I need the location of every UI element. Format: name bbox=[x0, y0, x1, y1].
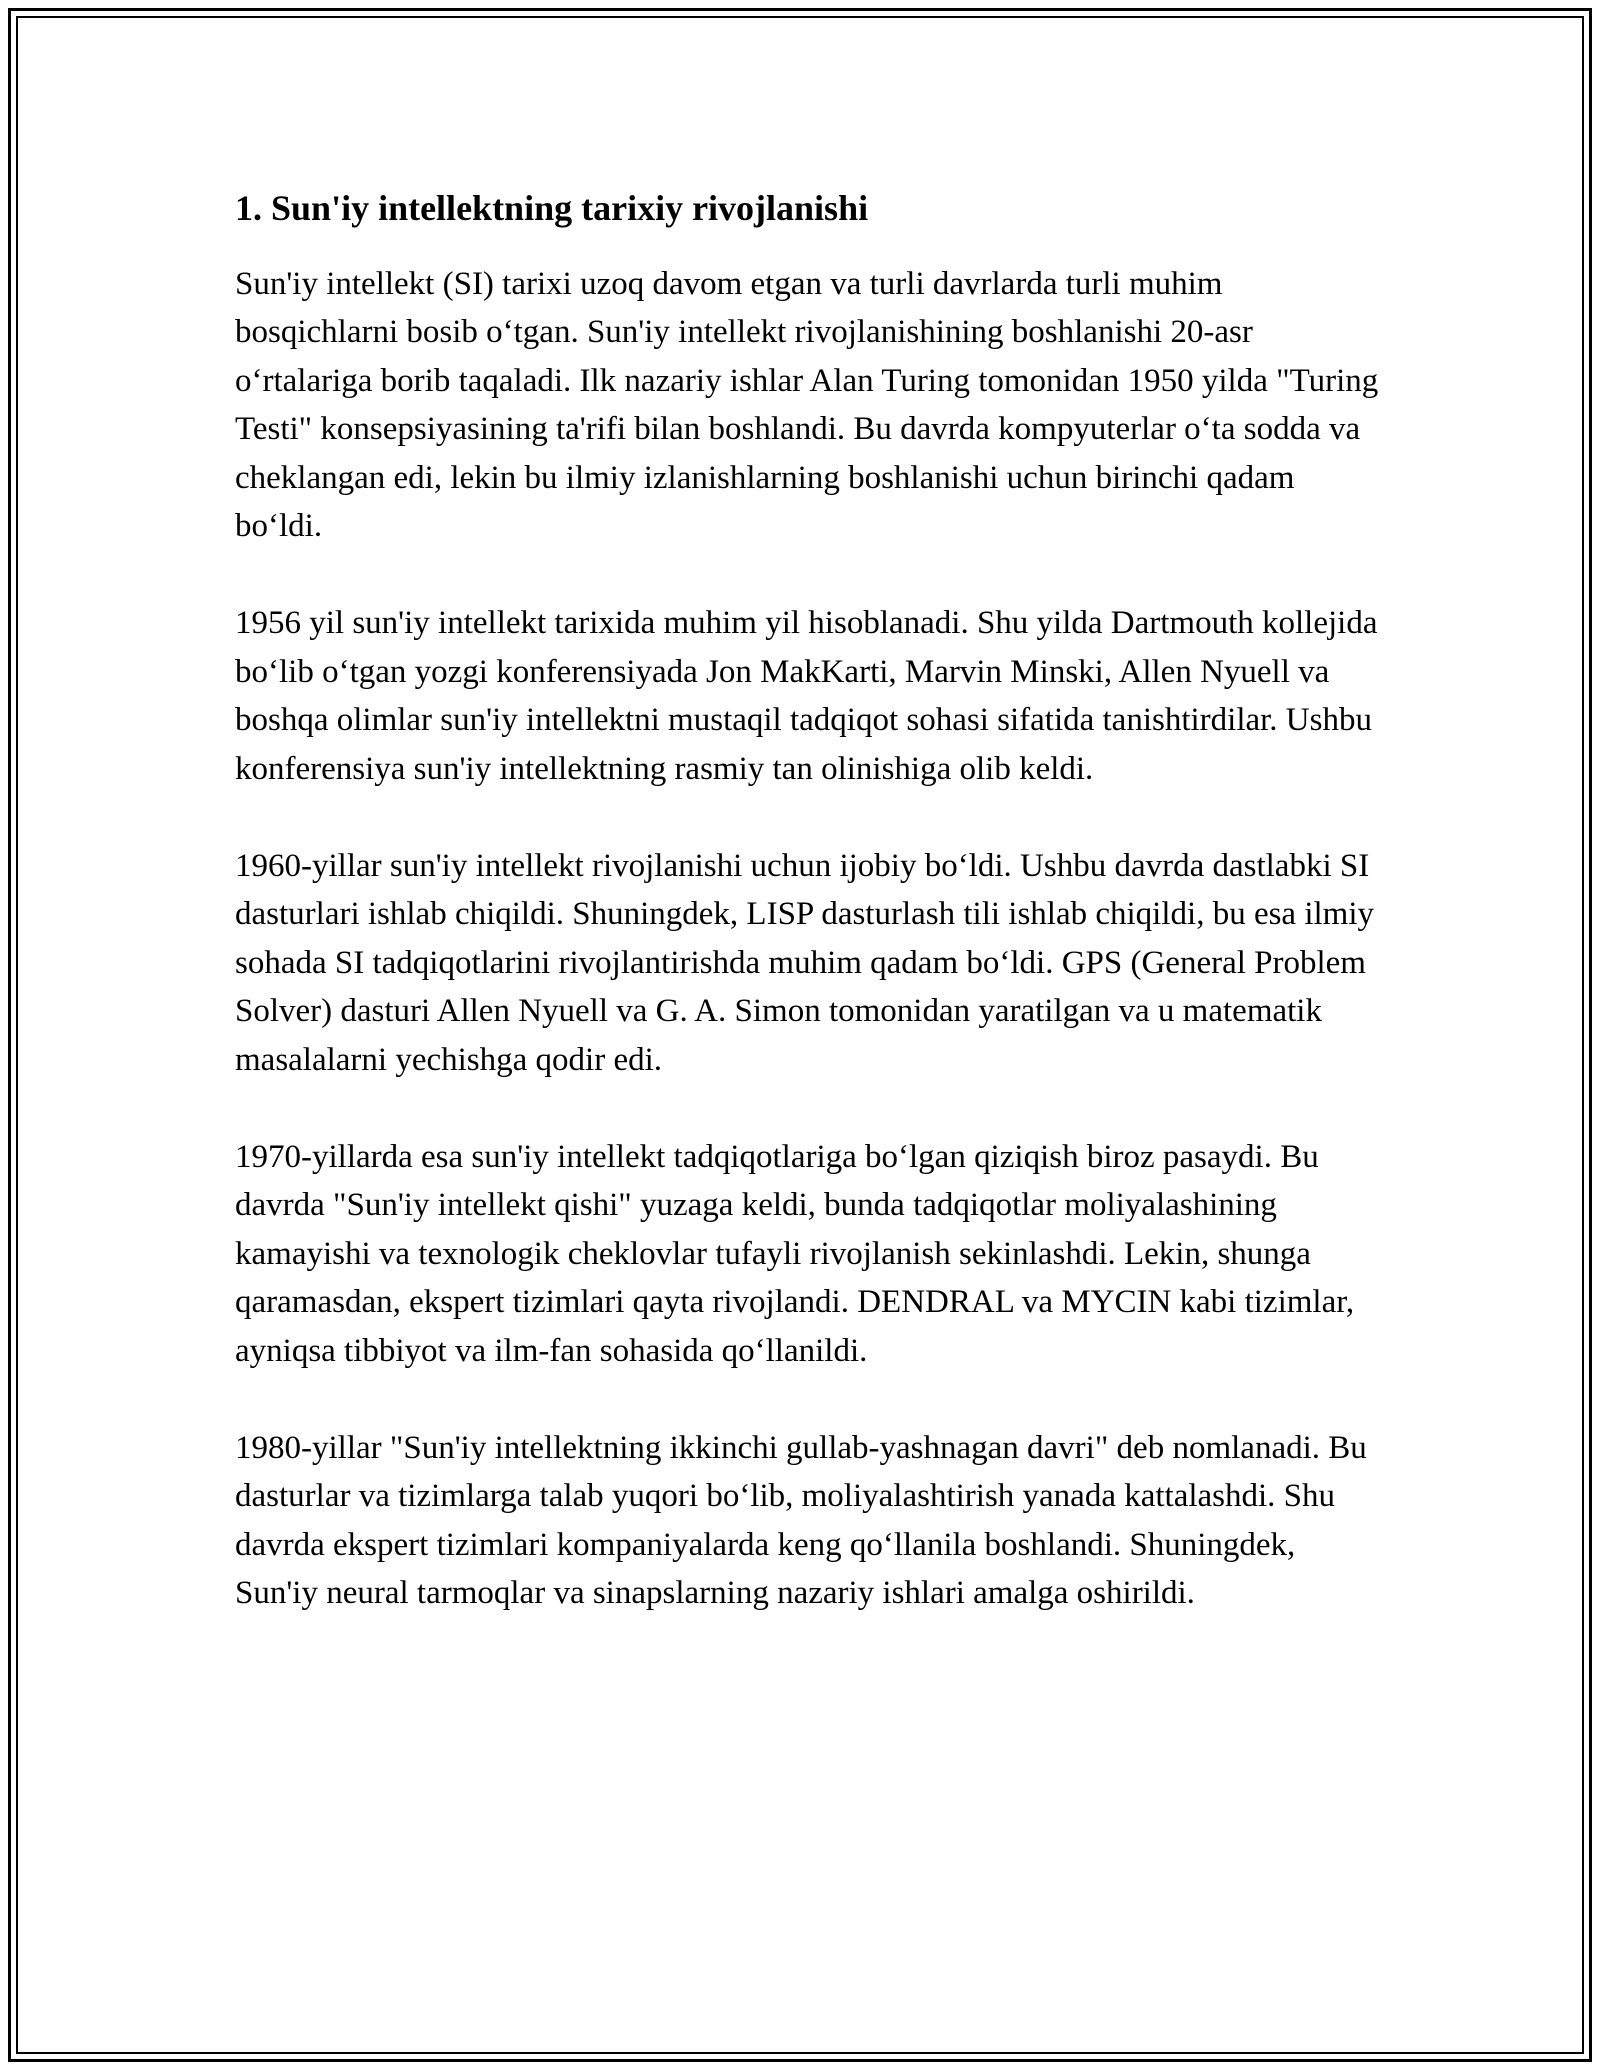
paragraph-1980s: 1980-yillar "Sun'iy intellektning ikkinchi gullab-yashnagan davri" deb nomlanadi. Bu dasturlar va tizimlarga talab yuqori bo‘lib, moliyalashtirish yanada kattalashdi. Shu davrda ekspert tizimlari kompaniyalarda keng qo‘llanila boshlandi. Shuningdek, Sun'iy neural tarmoqlar va sinapslarning nazariy ishlari amalga oshirildi. bbox=[235, 1429, 1367, 1612]
section-title: 1. Sun'iy intellektning tarixiy rivojlanishi bbox=[235, 188, 869, 228]
paragraph-1960s: 1960-yillar sun'iy intellekt rivojlanishi uchun ijobiy bo‘ldi. Ushbu davrda dastlabki SI dasturlari ishlab chiqildi. Shuningdek, LISP dasturlash tili ishlab chiqildi, bu esa ilmiy sohada SI tadqiqotlarini rivojlantirishda muhim qadam bo‘ldi. GPS (General Problem Solver) dasturi Allen Nyuell va G. A. Simon tomonidan yaratilgan va u matematik masalalarni yechishga qodir edi. bbox=[235, 847, 1374, 1078]
paragraph-1956: 1956 yil sun'iy intellekt tarixida muhim yil hisoblanadi. Shu yilda Dartmouth kollejida bo‘lib o‘tgan yozgi konferensiyada Jon MakKarti, Marvin Minski, Allen Nyuell va boshqa olimlar sun'iy intellektni mustaqil tadqiqot sohasi sifatida tanishtirdilar. Ushbu konferensiya sun'iy intellektning rasmiy tan olinishiga olib keldi. bbox=[235, 605, 1378, 787]
document-body bbox=[235, 185, 1385, 1666]
paragraph-1970s: 1970-yillarda esa sun'iy intellekt tadqiqotlariga bo‘lgan qiziqish biroz pasaydi. Bu davrda "Sun'iy intellekt qishi" yuzaga keldi, bunda tadqiqotlar moliyalashining kamayishi va texnologik cheklovlar tufayli rivojlanish sekinlashdi. Lekin, shunga qaramasdan, ekspert tizimlari qayta rivojlandi. DENDRAL va MYCIN kabi tizimlar, ayniqsa tibbiyot va ilm-fan sohasida qo‘llanildi. bbox=[235, 1138, 1355, 1369]
paragraph-intro: Sun'iy intellekt (SI) tarixi uzoq davom etgan va turli davrlarda turli muhim bosqichlarni bosib o‘tgan. Sun'iy intellekt rivojlanishining boshlanishi 20-asr o‘rtalariga borib taqaladi. Ilk nazariy ishlar Alan Turing tomonidan 1950 yilda "Turing Testi" konsepsiyasining ta'rifi bilan boshlandi. Bu davrda kompyuterlar o‘ta sodda va cheklangan edi, lekin bu ilmiy izlanishlarning boshlanishi uchun birinchi qadam bo‘ldi. bbox=[235, 265, 1379, 545]
